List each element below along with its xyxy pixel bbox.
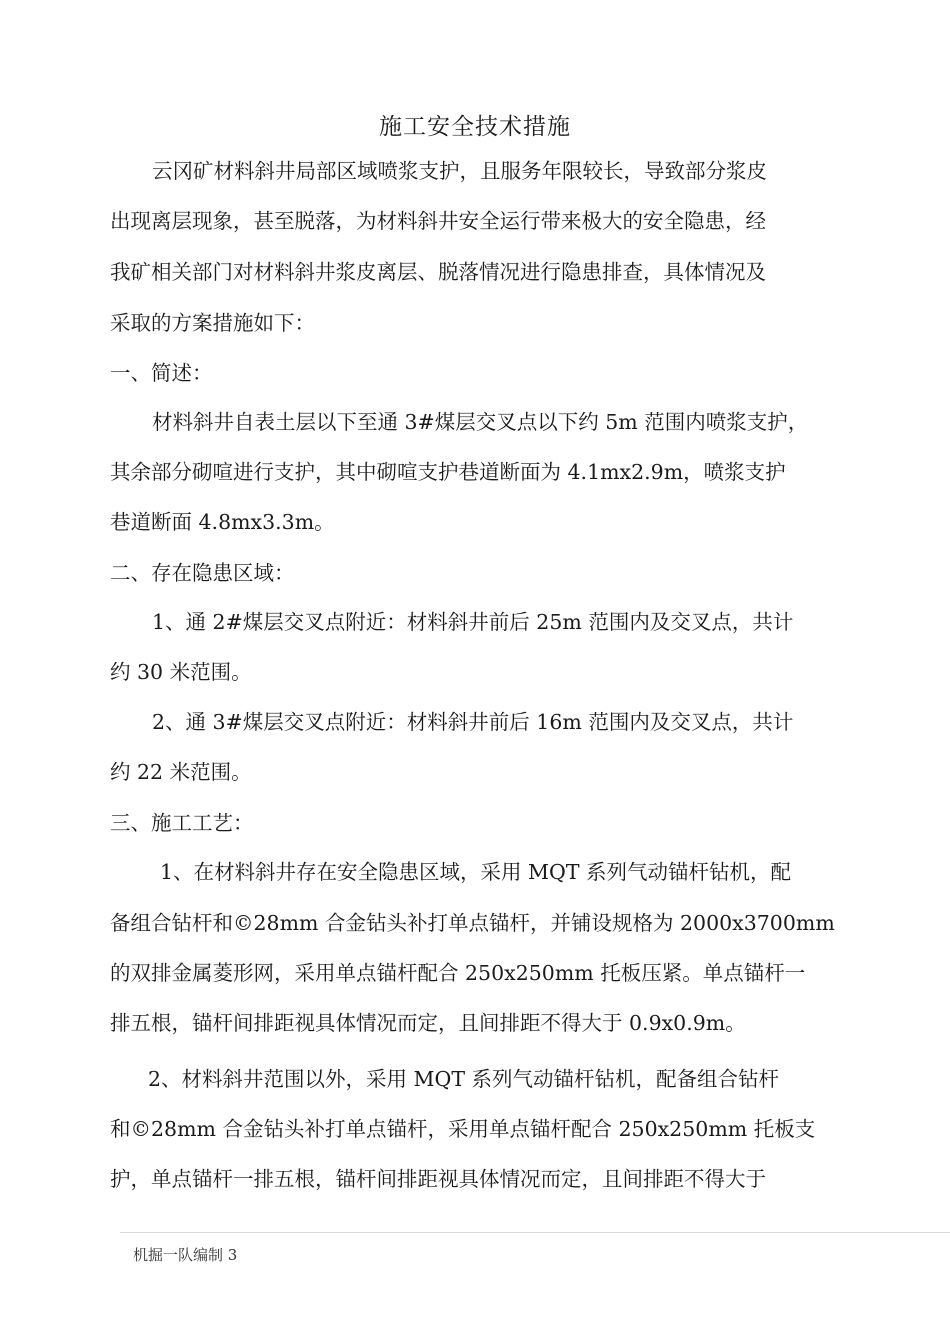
- body-line: 的双排金属菱形网，采用单点锚杆配合 250x250mm 托板压紧。单点锚杆一: [110, 961, 806, 985]
- body-line: 采取的方案措施如下：: [110, 311, 315, 335]
- body-line: 云冈矿材料斜井局部区域喷浆支护，且服务年限较长，导致部分浆皮: [152, 159, 767, 183]
- body-line: 材料斜井自表土层以下至通 3#煤层交叉点以下约 5m 范围内喷浆支护，: [152, 410, 809, 434]
- body-line: 备组合钻杆和©28mm 合金钻头补打单点锚杆，并铺设规格为 2000x3700mm: [110, 911, 835, 935]
- body-line: 我矿相关部门对材料斜井浆皮离层、脱落情况进行隐患排查，具体情况及: [110, 260, 766, 284]
- section-heading: 三、施工工艺：: [110, 811, 254, 835]
- body-line: 排五根，锚杆间排距视具体情况而定，且间排距不得大于 0.9x0.9m。: [110, 1011, 746, 1035]
- body-line: 约 22 米范围。: [110, 760, 252, 784]
- document-title: 施工安全技术措施: [379, 114, 571, 140]
- section-heading: 二、存在隐患区域：: [110, 561, 295, 585]
- body-line: 约 30 米范围。: [110, 660, 252, 684]
- body-line: 2、材料斜井范围以外，采用 MQT 系列气动锚杆钻机，配备组合钻杆: [148, 1067, 780, 1091]
- section-heading: 一、简述：: [110, 361, 213, 385]
- body-line: 出现离层现象，甚至脱落，为材料斜井安全运行带来极大的安全隐患，经: [110, 209, 766, 233]
- body-line: 1、通 2#煤层交叉点附近：材料斜井前后 25m 范围内及交叉点，共计: [152, 610, 794, 634]
- page-footer: 机掘一队编制 3: [133, 1246, 238, 1264]
- body-line: 1、在材料斜井存在安全隐患区域，采用 MQT 系列气动锚杆钻机，配: [160, 860, 792, 884]
- body-line: 2、通 3#煤层交叉点附近：材料斜井前后 16m 范围内及交叉点，共计: [152, 710, 794, 734]
- body-line: 护，单点锚杆一排五根，锚杆间排距视具体情况而定，且间排距不得大于: [110, 1167, 766, 1191]
- body-line: 和©28mm 合金钻头补打单点锚杆，采用单点锚杆配合 250x250mm 托板支: [110, 1117, 816, 1141]
- footer-divider: [120, 1232, 950, 1233]
- body-line: 巷道断面 4.8mx3.3m。: [110, 510, 335, 534]
- body-line: 其余部分砌喧进行支护，其中砌喧支护巷道断面为 4.1mx2.9m，喷浆支护: [110, 460, 786, 484]
